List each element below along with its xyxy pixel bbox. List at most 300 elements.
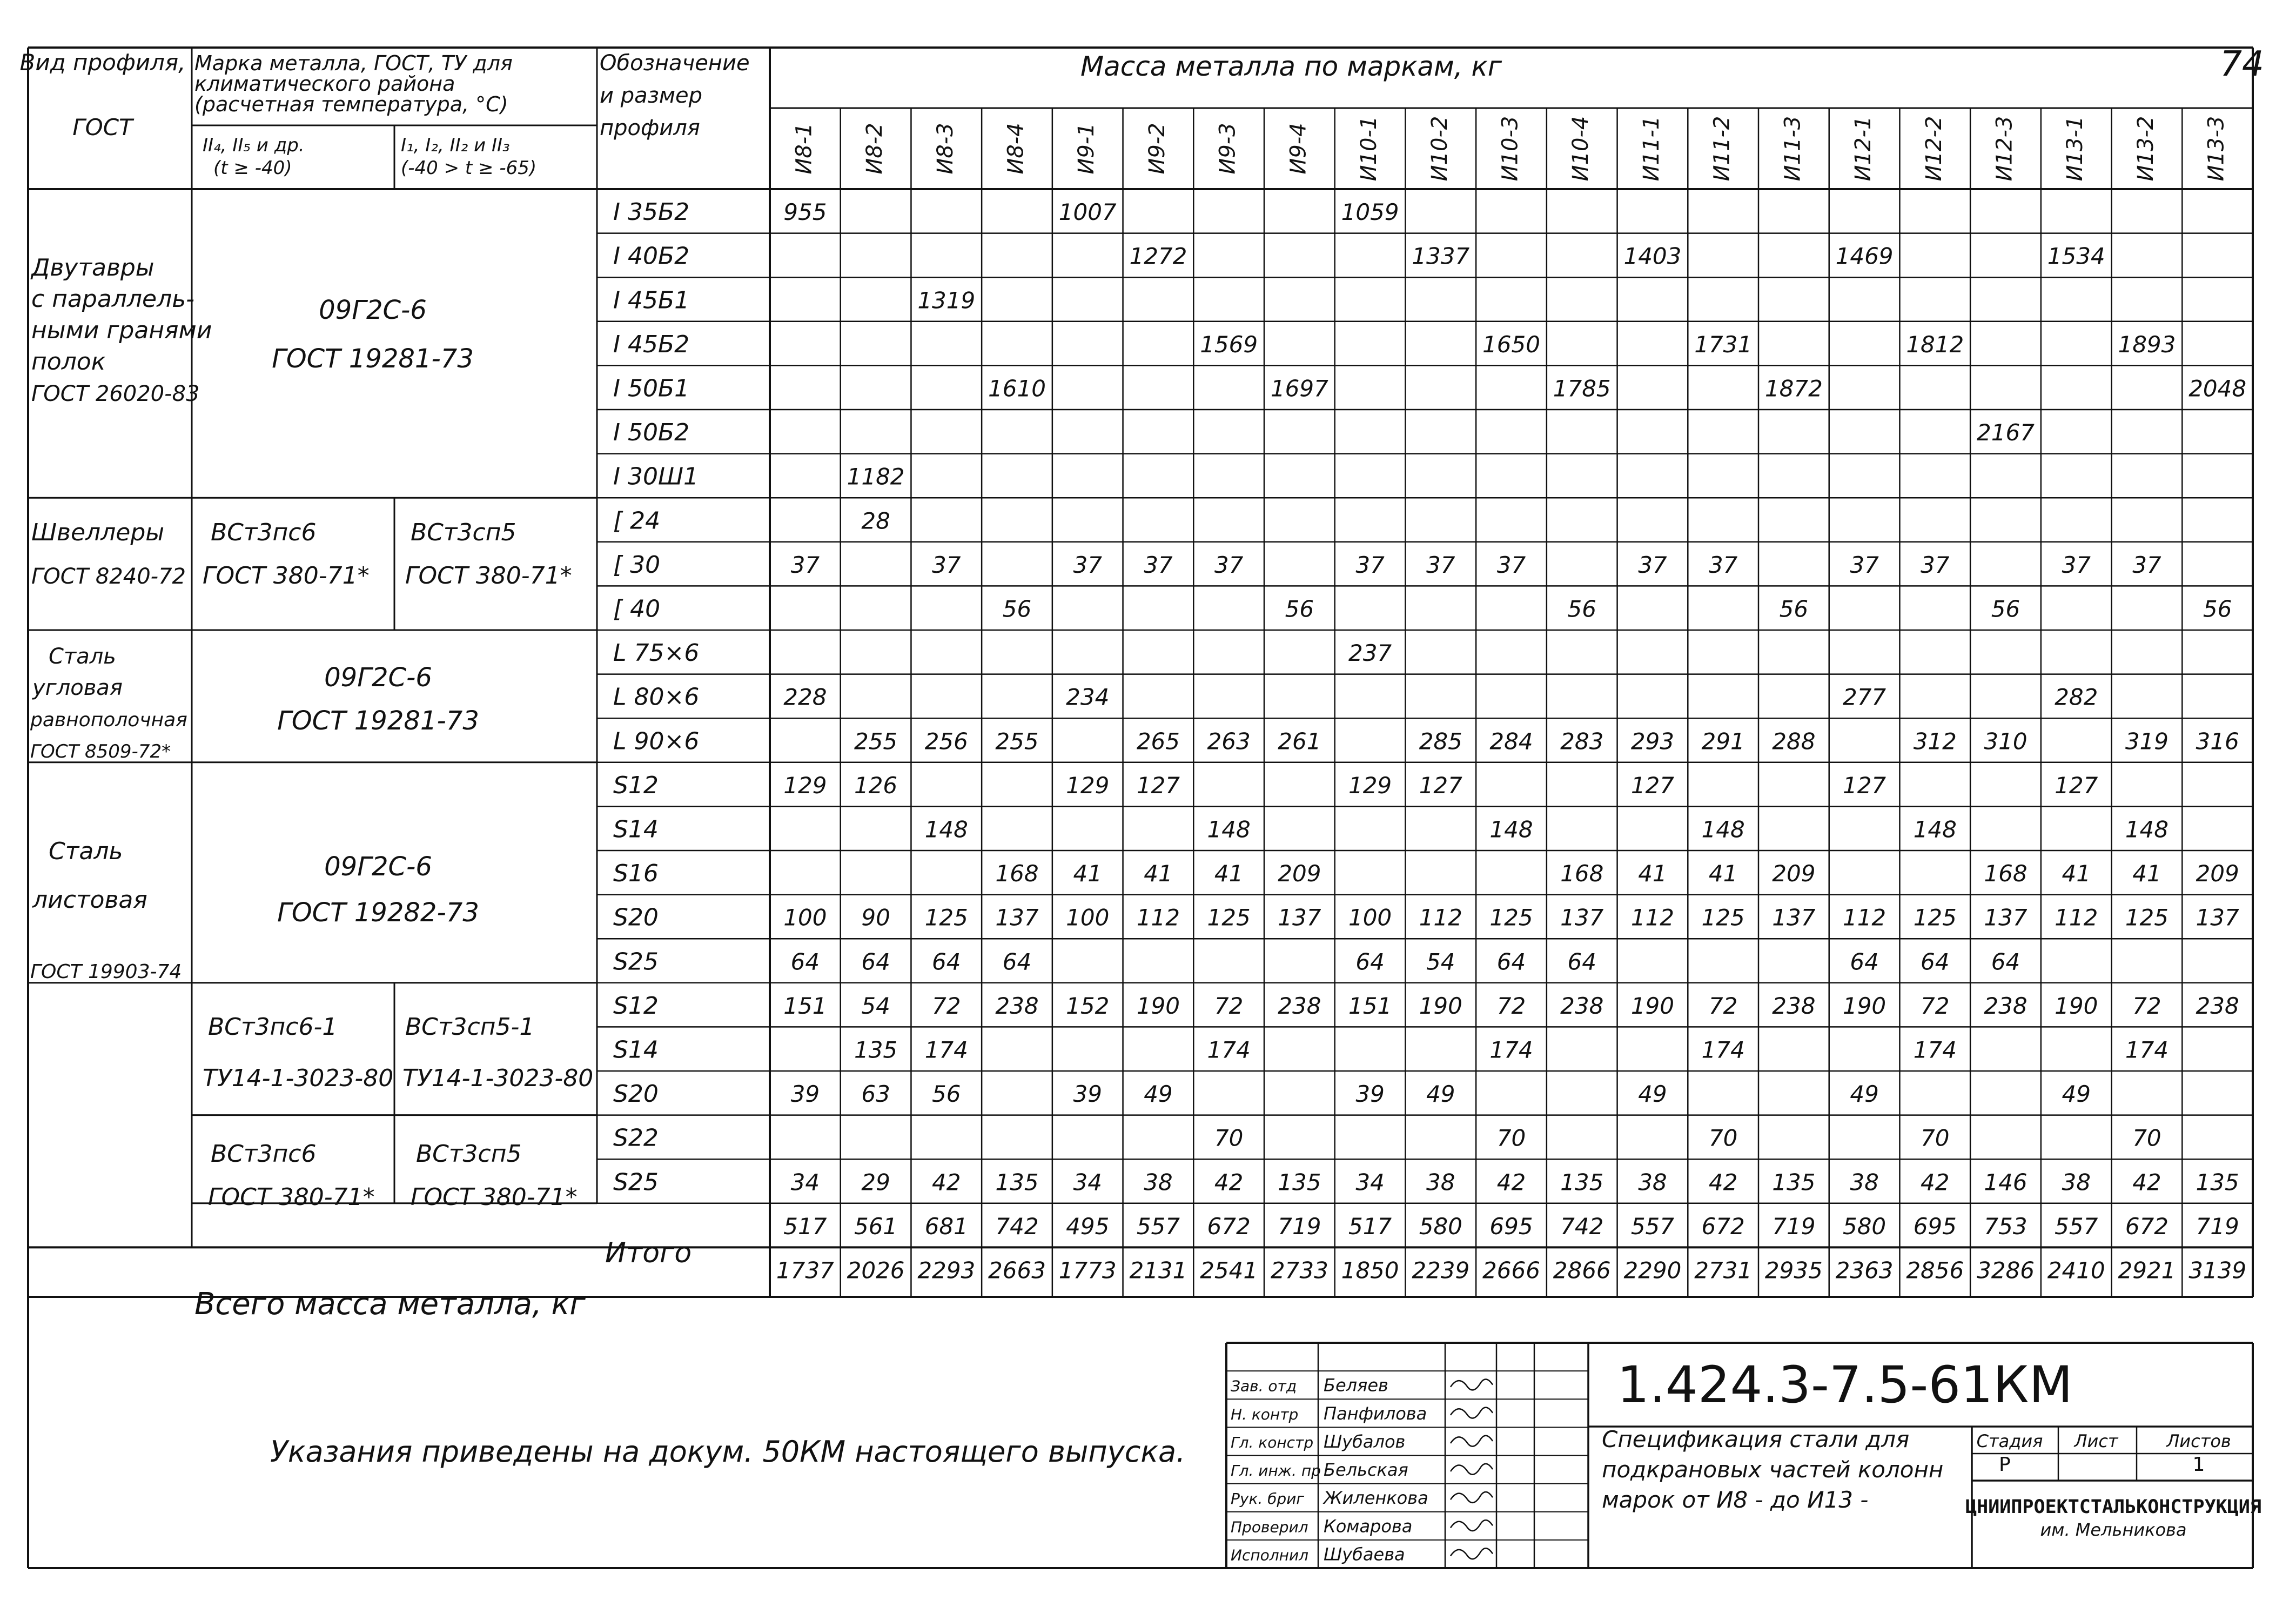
cell-value: 129 — [783, 772, 827, 799]
cell-value: 148 — [1701, 816, 1745, 843]
cell-value: 148 — [1489, 816, 1533, 843]
plates-gost-grade-b-2: ГОСТ 380-71* — [411, 1183, 578, 1211]
cell-value: 64 — [1921, 948, 1950, 975]
cell-value: 54 — [1426, 948, 1455, 975]
itogo-label: Итого — [605, 1237, 692, 1269]
row-profile: S16 — [613, 860, 659, 888]
total-value: 2666 — [1482, 1257, 1540, 1284]
cell-value: 256 — [924, 728, 968, 755]
itogo-value: 517 — [1348, 1213, 1392, 1240]
mark-header: И11-3 — [1780, 116, 1805, 182]
mark-headers — [791, 116, 2228, 182]
group-labels — [30, 254, 593, 1211]
header-designation-1: Обозначение — [600, 51, 750, 76]
cell-value: 72 — [2132, 992, 2161, 1019]
cell-value: 64 — [790, 948, 820, 975]
mark-header: И10-4 — [1568, 116, 1594, 182]
row-profile: I 30Ш1 — [613, 463, 699, 491]
cell-value: 37 — [1496, 551, 1526, 578]
cell-value: 1182 — [847, 463, 905, 490]
mark-header: И10-1 — [1357, 116, 1382, 182]
cell-value: 42 — [1214, 1169, 1244, 1196]
total-value: 2410 — [2047, 1257, 2105, 1284]
cell-value: 41 — [1214, 860, 1244, 887]
cell-value: 1403 — [1623, 243, 1682, 270]
row-profile: I 35Б2 — [613, 198, 690, 226]
total-value: 2866 — [1553, 1257, 1611, 1284]
cell-value: 70 — [1214, 1124, 1244, 1152]
row-profile: S12 — [613, 992, 659, 1020]
row-profile: [ 40 — [613, 595, 661, 623]
stamp-person: Комарова — [1324, 1516, 1413, 1537]
stamp-doc-title-1: Спецификация стали для — [1602, 1426, 1910, 1452]
title-block — [1226, 1343, 2261, 1568]
ibeams-grade-1: 09Г2С-6 — [319, 295, 427, 325]
cell-value: 137 — [2196, 904, 2239, 931]
signature-icon — [1451, 1520, 1493, 1531]
cell-value: 37 — [1426, 551, 1455, 578]
itogo-value: 672 — [1701, 1213, 1745, 1240]
angles-name-2: угловая — [32, 675, 123, 700]
cell-value: 42 — [1496, 1169, 1526, 1196]
plates-tu-grade-a-2: ТУ14-1-3023-80 — [203, 1065, 394, 1092]
data-rows — [613, 198, 2246, 1283]
cell-value: 135 — [995, 1169, 1039, 1196]
cell-value: 238 — [1560, 992, 1604, 1019]
cell-value: 42 — [1708, 1169, 1738, 1196]
plates-gost-grade-a-2: ГОСТ 380-71* — [208, 1183, 375, 1211]
cell-value: 168 — [1984, 860, 2028, 887]
header-profile-type: Вид профиля, — [19, 49, 186, 76]
cell-value: 37 — [2062, 551, 2091, 578]
cell-value: 29 — [861, 1169, 890, 1196]
stamp-person: Панфилова — [1324, 1403, 1427, 1424]
cell-value: 38 — [1638, 1169, 1667, 1196]
cell-value: 72 — [1708, 992, 1738, 1019]
channels-grade-a-1: ВСт3пс6 — [211, 519, 317, 546]
row-profile: S22 — [613, 1124, 659, 1152]
cell-value: 38 — [2062, 1169, 2091, 1196]
cell-value: 127 — [1419, 772, 1462, 799]
cell-value: 238 — [2196, 992, 2239, 1019]
cell-value: 56 — [2203, 595, 2232, 622]
total-value: 2026 — [847, 1257, 905, 1284]
mark-header: И8-1 — [791, 123, 817, 175]
cell-value: 64 — [1002, 948, 1032, 975]
cell-value: 37 — [1708, 551, 1738, 578]
cell-value: 39 — [1073, 1081, 1102, 1108]
row-profile: I 50Б2 — [613, 419, 690, 447]
ibeams-name-5: ГОСТ 26020-83 — [31, 381, 200, 406]
ibeams-name-2: с параллель- — [31, 285, 195, 313]
total-value: 2541 — [1200, 1257, 1258, 1284]
cell-value: 100 — [783, 904, 827, 931]
total-value: 2131 — [1129, 1257, 1187, 1284]
row-profile: I 45Б1 — [613, 286, 690, 314]
cell-value: 125 — [1701, 904, 1745, 931]
cell-value: 112 — [2055, 904, 2098, 931]
cell-value: 1319 — [917, 287, 976, 314]
mark-header: И12-1 — [1851, 116, 1876, 182]
cell-value: 112 — [1136, 904, 1180, 931]
mark-header: И13-1 — [2063, 116, 2088, 182]
cell-value: 190 — [1842, 992, 1887, 1019]
header-profile-gost: ГОСТ — [72, 114, 133, 140]
cell-value: 312 — [1913, 728, 1957, 755]
cell-value: 37 — [1073, 551, 1102, 578]
header-steel-grade-2: климатического района — [194, 72, 455, 96]
mark-header: И11-1 — [1639, 116, 1664, 182]
cell-value: 137 — [1560, 904, 1604, 931]
cell-value: 37 — [1214, 551, 1244, 578]
cell-value: 41 — [2132, 860, 2161, 887]
itogo-value: 681 — [924, 1213, 968, 1240]
total-value: 2663 — [988, 1257, 1046, 1284]
ibeams-name-4: полок — [31, 348, 106, 376]
cell-value: 174 — [924, 1036, 968, 1063]
channels-grade-b-1: ВСт3сп5 — [411, 519, 516, 546]
cell-value: 137 — [1984, 904, 2028, 931]
total-value: 2731 — [1694, 1257, 1753, 1284]
mark-header: И13-3 — [2204, 116, 2229, 182]
stamp-role: Гл. констр — [1231, 1433, 1314, 1451]
cell-value: 63 — [861, 1081, 890, 1108]
cell-value: 70 — [1708, 1124, 1738, 1152]
itogo-value: 580 — [1419, 1213, 1462, 1240]
cell-value: 42 — [2132, 1169, 2161, 1196]
cell-value: 1610 — [988, 375, 1046, 402]
total-value: 2935 — [1764, 1257, 1823, 1284]
header-steel-grade-1: Марка металла, ГОСТ, ТУ для — [194, 51, 513, 75]
stamp-sheet-label: Лист — [2074, 1431, 2118, 1451]
cell-value: 228 — [783, 684, 827, 711]
mark-header: И9-4 — [1286, 123, 1311, 175]
cell-value: 37 — [1850, 551, 1879, 578]
cell-value: 39 — [790, 1081, 820, 1108]
mark-header: И12-3 — [1992, 116, 2017, 182]
cell-value: 38 — [1850, 1169, 1879, 1196]
angles-grade-1: 09Г2С-6 — [324, 662, 432, 693]
cell-value: 137 — [1278, 904, 1321, 931]
cell-value: 64 — [1991, 948, 2020, 975]
cell-value: 168 — [1560, 860, 1604, 887]
mark-header: И12-2 — [1921, 116, 1946, 182]
itogo-value: 753 — [1984, 1213, 2028, 1240]
row-profile: I 45Б2 — [613, 330, 690, 358]
signature-icon — [1451, 1408, 1493, 1418]
angles-name-1: Сталь — [49, 644, 116, 669]
cell-value: 1059 — [1341, 199, 1399, 226]
stamp-role: Гл. инж. пр — [1231, 1462, 1321, 1480]
total-value: 2293 — [917, 1257, 976, 1284]
cell-value: 255 — [995, 728, 1039, 755]
itogo-value: 561 — [854, 1213, 898, 1240]
signature-icon — [1451, 1380, 1493, 1390]
cell-value: 238 — [1278, 992, 1321, 1019]
stamp-doc-title-3: марок от И8 - до И13 - — [1602, 1487, 1869, 1513]
ibeams-name-3: ными гранями — [31, 317, 212, 344]
cell-value: 129 — [1066, 772, 1110, 799]
cell-value: 56 — [932, 1081, 961, 1108]
cell-value: 34 — [790, 1169, 820, 1196]
row-profile: S14 — [613, 1036, 659, 1064]
cell-value: 285 — [1419, 728, 1462, 755]
total-value: 3286 — [1977, 1257, 2035, 1284]
plates-gost-grade-a-1: ВСт3пс6 — [211, 1140, 317, 1168]
itogo-value: 742 — [995, 1213, 1039, 1240]
cell-value: 955 — [783, 199, 827, 226]
ibeams-grade-2: ГОСТ 19281-73 — [272, 344, 474, 374]
cell-value: 174 — [1207, 1036, 1251, 1063]
mark-header: И8-2 — [862, 123, 888, 175]
cell-value: 129 — [1348, 772, 1392, 799]
cell-value: 70 — [1921, 1124, 1950, 1152]
cell-value: 151 — [1348, 992, 1392, 1019]
cell-value: 174 — [1913, 1036, 1957, 1063]
stamp-person: Жиленкова — [1324, 1488, 1428, 1509]
cell-value: 41 — [1144, 860, 1173, 887]
cell-value: 1534 — [2047, 243, 2105, 270]
cell-value: 293 — [1630, 728, 1675, 755]
cell-value: 1337 — [1412, 243, 1470, 270]
stamp-org-1: ЦНИИПРОЕКТСТАЛЬКОНСТРУКЦИЯ — [1965, 1496, 2261, 1518]
cell-value: 174 — [1701, 1036, 1745, 1063]
total-value: 2363 — [1835, 1257, 1894, 1284]
row-profile: [ 24 — [613, 507, 661, 535]
table-grid — [28, 48, 2253, 1568]
cell-value: 125 — [1207, 904, 1251, 931]
cell-value: 291 — [1701, 728, 1745, 755]
stamp-role: Рук. бриг — [1231, 1490, 1305, 1508]
cell-value: 64 — [1496, 948, 1526, 975]
cell-value: 37 — [932, 551, 961, 578]
itogo-value: 719 — [1278, 1213, 1321, 1240]
cell-value: 1697 — [1270, 375, 1328, 402]
cell-value: 56 — [1567, 595, 1596, 622]
signature-icon — [1451, 1464, 1493, 1475]
total-value: 1737 — [776, 1257, 834, 1284]
cell-value: 49 — [1638, 1081, 1667, 1108]
cell-value: 190 — [1136, 992, 1180, 1019]
stamp-role: Зав. отд — [1231, 1377, 1297, 1395]
cell-value: 90 — [861, 904, 890, 931]
header-designation-3: профиля — [600, 116, 700, 140]
cell-value: 112 — [1842, 904, 1887, 931]
cell-value: 49 — [1144, 1081, 1173, 1108]
cell-value: 64 — [1567, 948, 1596, 975]
header-mass-title: Масса металла по маркам, кг — [1080, 51, 1502, 82]
itogo-value: 719 — [2196, 1213, 2239, 1240]
table-header — [20, 49, 1502, 179]
signature-icon — [1451, 1436, 1493, 1447]
mark-header: И8-4 — [1003, 123, 1029, 175]
cell-value: 127 — [1136, 772, 1180, 799]
cell-value: 2048 — [2188, 375, 2247, 402]
cell-value: 49 — [2062, 1081, 2091, 1108]
itogo-value: 672 — [2125, 1213, 2169, 1240]
cell-value: 319 — [2125, 728, 2169, 755]
row-profile: L 80×6 — [613, 683, 700, 711]
cell-value: 38 — [1144, 1169, 1173, 1196]
cell-value: 38 — [1426, 1169, 1455, 1196]
header-climate-a-2: (t ≥ -40) — [213, 157, 292, 179]
cell-value: 37 — [1638, 551, 1667, 578]
cell-value: 126 — [854, 772, 898, 799]
mark-header: И10-3 — [1498, 116, 1523, 182]
itogo-value: 695 — [1489, 1213, 1533, 1240]
cell-value: 148 — [2125, 816, 2169, 843]
stamp-doc-title-2: подкрановых частей колонн — [1602, 1456, 1944, 1483]
cell-value: 135 — [2196, 1169, 2239, 1196]
cell-value: 125 — [1489, 904, 1533, 931]
cell-value: 34 — [1355, 1169, 1385, 1196]
cell-value: 146 — [1984, 1169, 2028, 1196]
cell-value: 54 — [861, 992, 890, 1019]
stamp-roles — [1231, 1375, 1493, 1565]
header-climate-a-1: II₄, II₅ и др. — [203, 135, 305, 156]
row-profile: [ 30 — [613, 551, 661, 579]
header-climate-b-2: (-40 > t ≥ -65) — [401, 157, 537, 179]
cell-value: 137 — [1772, 904, 1816, 931]
cell-value: 135 — [854, 1036, 898, 1063]
cell-value: 56 — [1285, 595, 1314, 622]
cell-value: 100 — [1066, 904, 1110, 931]
stamp-role: Н. контр — [1231, 1405, 1299, 1423]
signature-icon — [1451, 1492, 1493, 1503]
plates-name-2: листовая — [32, 886, 147, 914]
cell-value: 127 — [1630, 772, 1675, 799]
stamp-role: Проверил — [1231, 1518, 1308, 1536]
mark-header: И9-2 — [1144, 123, 1170, 175]
itogo-value: 517 — [783, 1213, 827, 1240]
cell-value: 148 — [1913, 816, 1957, 843]
itogo-value: 695 — [1913, 1213, 1957, 1240]
cell-value: 238 — [1984, 992, 2028, 1019]
stamp-person: Шубаева — [1324, 1544, 1405, 1565]
cell-value: 112 — [1630, 904, 1675, 931]
cell-value: 135 — [1560, 1169, 1604, 1196]
itogo-value: 557 — [2055, 1213, 2098, 1240]
cell-value: 37 — [2132, 551, 2161, 578]
header-steel-grade-3: (расчетная температура, °С) — [194, 92, 508, 116]
itogo-value: 557 — [1136, 1213, 1180, 1240]
cell-value: 127 — [2055, 772, 2098, 799]
cell-value: 282 — [2055, 684, 2098, 711]
total-label: Всего масса металла, кг — [194, 1287, 586, 1322]
cell-value: 255 — [854, 728, 898, 755]
cell-value: 64 — [1355, 948, 1385, 975]
plates-gost-grade-b-1: ВСт3сп5 — [416, 1140, 522, 1168]
cell-value: 288 — [1772, 728, 1816, 755]
cell-value: 174 — [2125, 1036, 2169, 1063]
cell-value: 64 — [932, 948, 961, 975]
stamp-person: Бельская — [1324, 1460, 1408, 1481]
cell-value: 72 — [1214, 992, 1244, 1019]
cell-value: 28 — [861, 507, 890, 534]
cell-value: 234 — [1066, 684, 1110, 711]
row-profile: S25 — [613, 948, 659, 976]
plates-tu-grade-a-1: ВСт3пс6-1 — [208, 1013, 338, 1041]
cell-value: 34 — [1073, 1169, 1102, 1196]
cell-value: 41 — [1073, 860, 1102, 887]
cell-value: 209 — [2196, 860, 2239, 887]
cell-value: 72 — [1921, 992, 1950, 1019]
channels-name-1: Швеллеры — [31, 519, 165, 546]
stamp-stage-label: Стадия — [1976, 1431, 2043, 1451]
cell-value: 39 — [1355, 1081, 1385, 1108]
cell-value: 1812 — [1906, 331, 1964, 358]
cell-value: 283 — [1560, 728, 1604, 755]
mark-header: И8-3 — [932, 123, 958, 175]
itogo-value: 719 — [1772, 1213, 1816, 1240]
itogo-value: 672 — [1207, 1213, 1251, 1240]
cell-value: 190 — [1630, 992, 1675, 1019]
cell-value: 72 — [932, 992, 961, 1019]
cell-value: 263 — [1207, 728, 1251, 755]
itogo-value: 557 — [1630, 1213, 1675, 1240]
row-profile: S12 — [613, 771, 659, 799]
mark-header: И9-3 — [1215, 123, 1240, 175]
ibeams-name-1: Двутавры — [31, 254, 155, 282]
cell-value: 2167 — [1977, 419, 2035, 446]
cell-value: 135 — [1772, 1169, 1816, 1196]
cell-value: 41 — [2062, 860, 2091, 887]
cell-value: 56 — [1779, 595, 1809, 622]
channels-grade-b-2: ГОСТ 380-71* — [405, 562, 572, 590]
stamp-person: Шубалов — [1324, 1431, 1406, 1452]
itogo-value: 580 — [1842, 1213, 1887, 1240]
cell-value: 284 — [1489, 728, 1533, 755]
cell-value: 1893 — [2118, 331, 2176, 358]
cell-value: 37 — [790, 551, 820, 578]
angles-name-4: ГОСТ 8509-72* — [30, 741, 171, 762]
stamp-stage: Р — [1999, 1454, 2011, 1476]
angles-name-3: равнополочная — [30, 709, 187, 731]
plates-tu-grade-b-1: ВСт3сп5-1 — [405, 1013, 535, 1041]
cell-value: 37 — [1355, 551, 1385, 578]
plates-tu-grade-b-2: ТУ14-1-3023-80 — [402, 1065, 594, 1092]
stamp-doc-code: 1.424.3-7.5-61КМ — [1617, 1356, 2073, 1415]
plates-grade-1: 09Г2С-6 — [324, 852, 432, 882]
header-climate-b-1: I₁, I₂, II₂ и II₃ — [401, 135, 510, 156]
cell-value: 42 — [1921, 1169, 1950, 1196]
page-number: 74 — [2220, 44, 2264, 84]
channels-grade-a-2: ГОСТ 380-71* — [203, 562, 370, 590]
itogo-value: 742 — [1560, 1213, 1604, 1240]
plates-name-1: Сталь — [49, 838, 123, 865]
total-value: 2290 — [1623, 1257, 1682, 1284]
total-value: 3139 — [2188, 1257, 2247, 1284]
mark-header: И13-2 — [2133, 116, 2158, 182]
itogo-value: 495 — [1066, 1213, 1110, 1240]
cell-value: 49 — [1850, 1081, 1879, 1108]
row-profile: L 90×6 — [613, 727, 700, 755]
cell-value: 37 — [1144, 551, 1173, 578]
cell-value: 1650 — [1482, 331, 1540, 358]
header-designation-2: и размер — [600, 83, 703, 108]
cell-value: 49 — [1426, 1081, 1455, 1108]
cell-value: 152 — [1066, 992, 1110, 1019]
cell-value: 190 — [1419, 992, 1462, 1019]
cell-value: 42 — [932, 1169, 961, 1196]
cell-value: 125 — [924, 904, 968, 931]
cell-value: 168 — [995, 860, 1039, 887]
cell-value: 70 — [1496, 1124, 1526, 1152]
cell-value: 261 — [1278, 728, 1321, 755]
cell-value: 56 — [1002, 595, 1032, 622]
total-value: 1850 — [1341, 1257, 1399, 1284]
cell-value: 174 — [1489, 1036, 1533, 1063]
